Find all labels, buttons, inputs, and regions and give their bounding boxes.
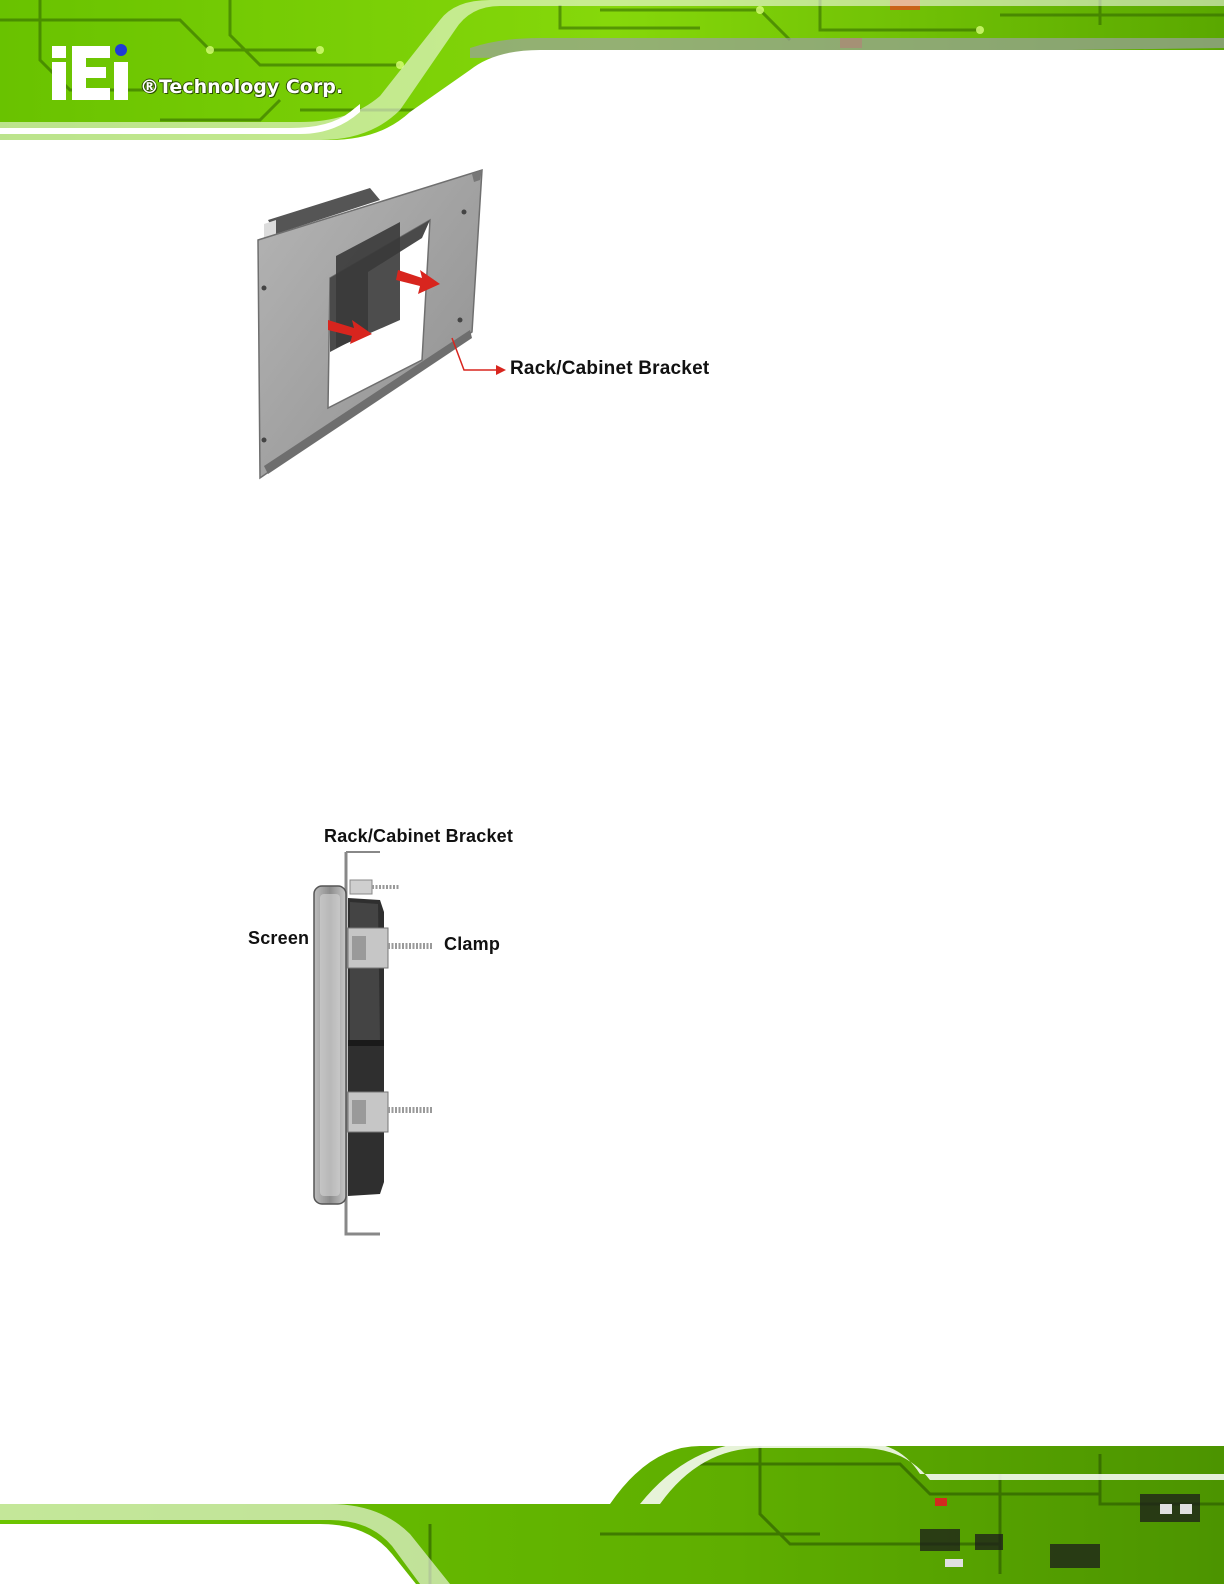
iei-logo-mark — [48, 40, 138, 104]
bracket-perspective-illustration — [250, 160, 750, 490]
figure-bracket-perspective — [250, 160, 750, 490]
screen-label: Screen — [248, 928, 310, 948]
rack-cabinet-bracket-label: Rack/Cabinet Bracket — [324, 826, 514, 846]
circuit-board-footer-graphic — [0, 1434, 1224, 1584]
clamp-label: Clamp — [444, 934, 501, 954]
rack-cabinet-bracket-callout: Rack/Cabinet Bracket — [510, 358, 710, 379]
brand-name: ®Technology Corp. — [140, 76, 344, 98]
figure-bracket-side-view — [240, 822, 540, 1242]
side-view-illustration — [240, 822, 540, 1242]
footer-banner — [0, 1434, 1224, 1584]
company-logo — [48, 40, 368, 104]
